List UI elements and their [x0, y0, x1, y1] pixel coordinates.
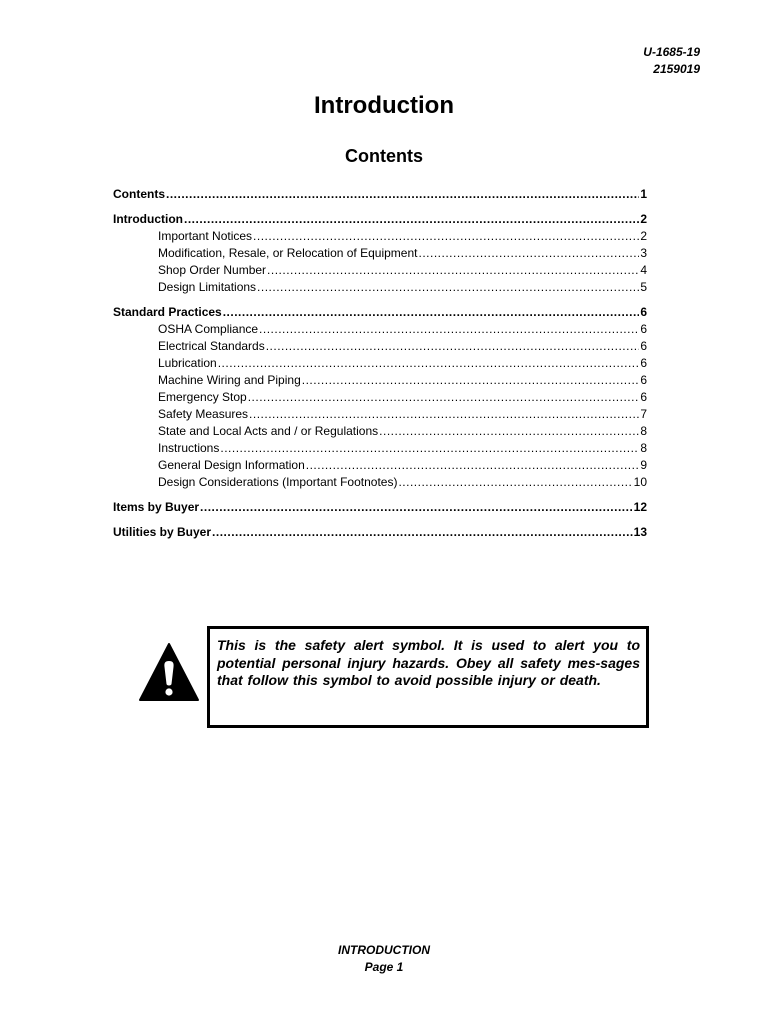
toc-dot-leader — [220, 440, 639, 457]
toc-dot-leader — [212, 524, 633, 541]
toc-entry-label: Emergency Stop — [158, 390, 247, 404]
toc-entry[interactable] — [113, 524, 647, 541]
toc-entry-label: Contents — [113, 187, 165, 201]
toc-entry[interactable] — [113, 338, 647, 355]
order-number: 2159019 — [653, 62, 700, 76]
toc-entry-page: 13 — [633, 525, 647, 539]
toc-dot-leader — [267, 262, 639, 279]
toc-entry-page: 6 — [640, 373, 647, 387]
toc-dot-leader — [248, 389, 640, 406]
toc-entry-label: Electrical Standards — [158, 339, 265, 353]
toc-entry-label: State and Local Acts and / or Regulations — [158, 424, 379, 438]
contents-heading: Contents — [345, 146, 423, 166]
toc-entry[interactable] — [113, 389, 647, 406]
toc-entry[interactable] — [113, 304, 647, 321]
toc-dot-leader — [223, 304, 640, 321]
toc-dot-leader — [379, 423, 639, 440]
toc-entry-label: Safety Measures — [158, 407, 249, 421]
toc-dot-leader — [166, 186, 639, 203]
toc-entry[interactable] — [113, 355, 647, 372]
toc-entry[interactable] — [113, 440, 647, 457]
toc-dot-leader — [266, 338, 640, 355]
toc-entry-page: 8 — [640, 424, 647, 438]
toc-dot-leader — [306, 457, 640, 474]
toc-entry-label: Design Considerations (Important Footnotes) — [158, 475, 398, 489]
toc-entry-page: 12 — [633, 500, 647, 514]
toc-entry-label: Instructions — [158, 441, 220, 455]
toc-entry-label: Standard Practices — [113, 305, 222, 319]
toc-entry-page: 2 — [640, 229, 647, 243]
toc-entry[interactable] — [113, 279, 647, 296]
toc-dot-leader — [253, 228, 639, 245]
toc-entry-label: Items by Buyer — [113, 500, 200, 514]
toc-entry-label: Important Notices — [158, 229, 253, 243]
footer-page-number: Page 1 — [364, 960, 404, 974]
toc-entry[interactable] — [113, 423, 647, 440]
toc-dot-leader — [259, 321, 639, 338]
toc-dot-leader — [418, 245, 639, 262]
toc-entry[interactable] — [113, 228, 647, 245]
toc-entry-page: 10 — [633, 475, 647, 489]
toc-entry-page: 6 — [640, 339, 647, 353]
toc-entry-label: Shop Order Number — [158, 263, 267, 277]
doc-number: U-1685-19 — [643, 45, 700, 59]
page-footer — [0, 942, 768, 976]
toc-dot-leader — [398, 474, 632, 491]
safety-alert-text: This is the safety alert symbol. It is used to alert you to potential personal injury hazards. Obey all safety mes-sages that follow this symbol to avoid possible injury or death. — [217, 637, 640, 688]
document-id-block — [643, 44, 700, 78]
toc-entry-page: 4 — [640, 263, 647, 277]
toc-entry-page: 6 — [640, 322, 647, 336]
toc-entry-label: Design Limitations — [158, 280, 257, 294]
toc-dot-leader — [302, 372, 640, 389]
toc-entry-label: Introduction — [113, 212, 183, 226]
footer-section: INTRODUCTION — [338, 943, 430, 957]
toc-entry-page: 6 — [640, 305, 647, 319]
toc-entry[interactable] — [113, 474, 647, 491]
toc-entry-label: OSHA Compliance — [158, 322, 259, 336]
toc-entry[interactable] — [113, 406, 647, 423]
toc-entry-page: 9 — [640, 458, 647, 472]
toc-entry-label: Modification, Resale, or Relocation of Equipment — [158, 246, 418, 260]
toc-entry-label: Machine Wiring and Piping — [158, 373, 301, 387]
toc-entry-label: Lubrication — [158, 356, 217, 370]
toc-entry-label: Utilities by Buyer — [113, 525, 212, 539]
toc-entry-page: 7 — [640, 407, 647, 421]
toc-dot-leader — [200, 499, 633, 516]
toc-entry-page: 1 — [640, 187, 647, 201]
toc-entry[interactable] — [113, 245, 647, 262]
toc-entry[interactable] — [113, 499, 647, 516]
toc-dot-leader — [218, 355, 640, 372]
toc-entry[interactable] — [113, 372, 647, 389]
toc-entry[interactable] — [113, 321, 647, 338]
table-of-contents — [113, 186, 647, 541]
toc-entry[interactable] — [113, 262, 647, 279]
toc-entry[interactable] — [113, 457, 647, 474]
toc-entry-page: 2 — [640, 212, 647, 226]
toc-entry[interactable] — [113, 211, 647, 228]
toc-dot-leader — [249, 406, 639, 423]
toc-entry-page: 6 — [640, 356, 647, 370]
toc-entry-page: 3 — [640, 246, 647, 260]
safety-alert-icon — [138, 642, 200, 702]
toc-entry-label: General Design Information — [158, 458, 305, 472]
toc-entry-page: 5 — [640, 280, 647, 294]
page-title: Introduction — [314, 92, 454, 119]
toc-dot-leader — [257, 279, 639, 296]
toc-entry-page: 6 — [640, 390, 647, 404]
toc-dot-leader — [184, 211, 639, 228]
toc-entry[interactable] — [113, 186, 647, 203]
safety-alert-box — [207, 626, 649, 728]
toc-entry-page: 8 — [640, 441, 647, 455]
